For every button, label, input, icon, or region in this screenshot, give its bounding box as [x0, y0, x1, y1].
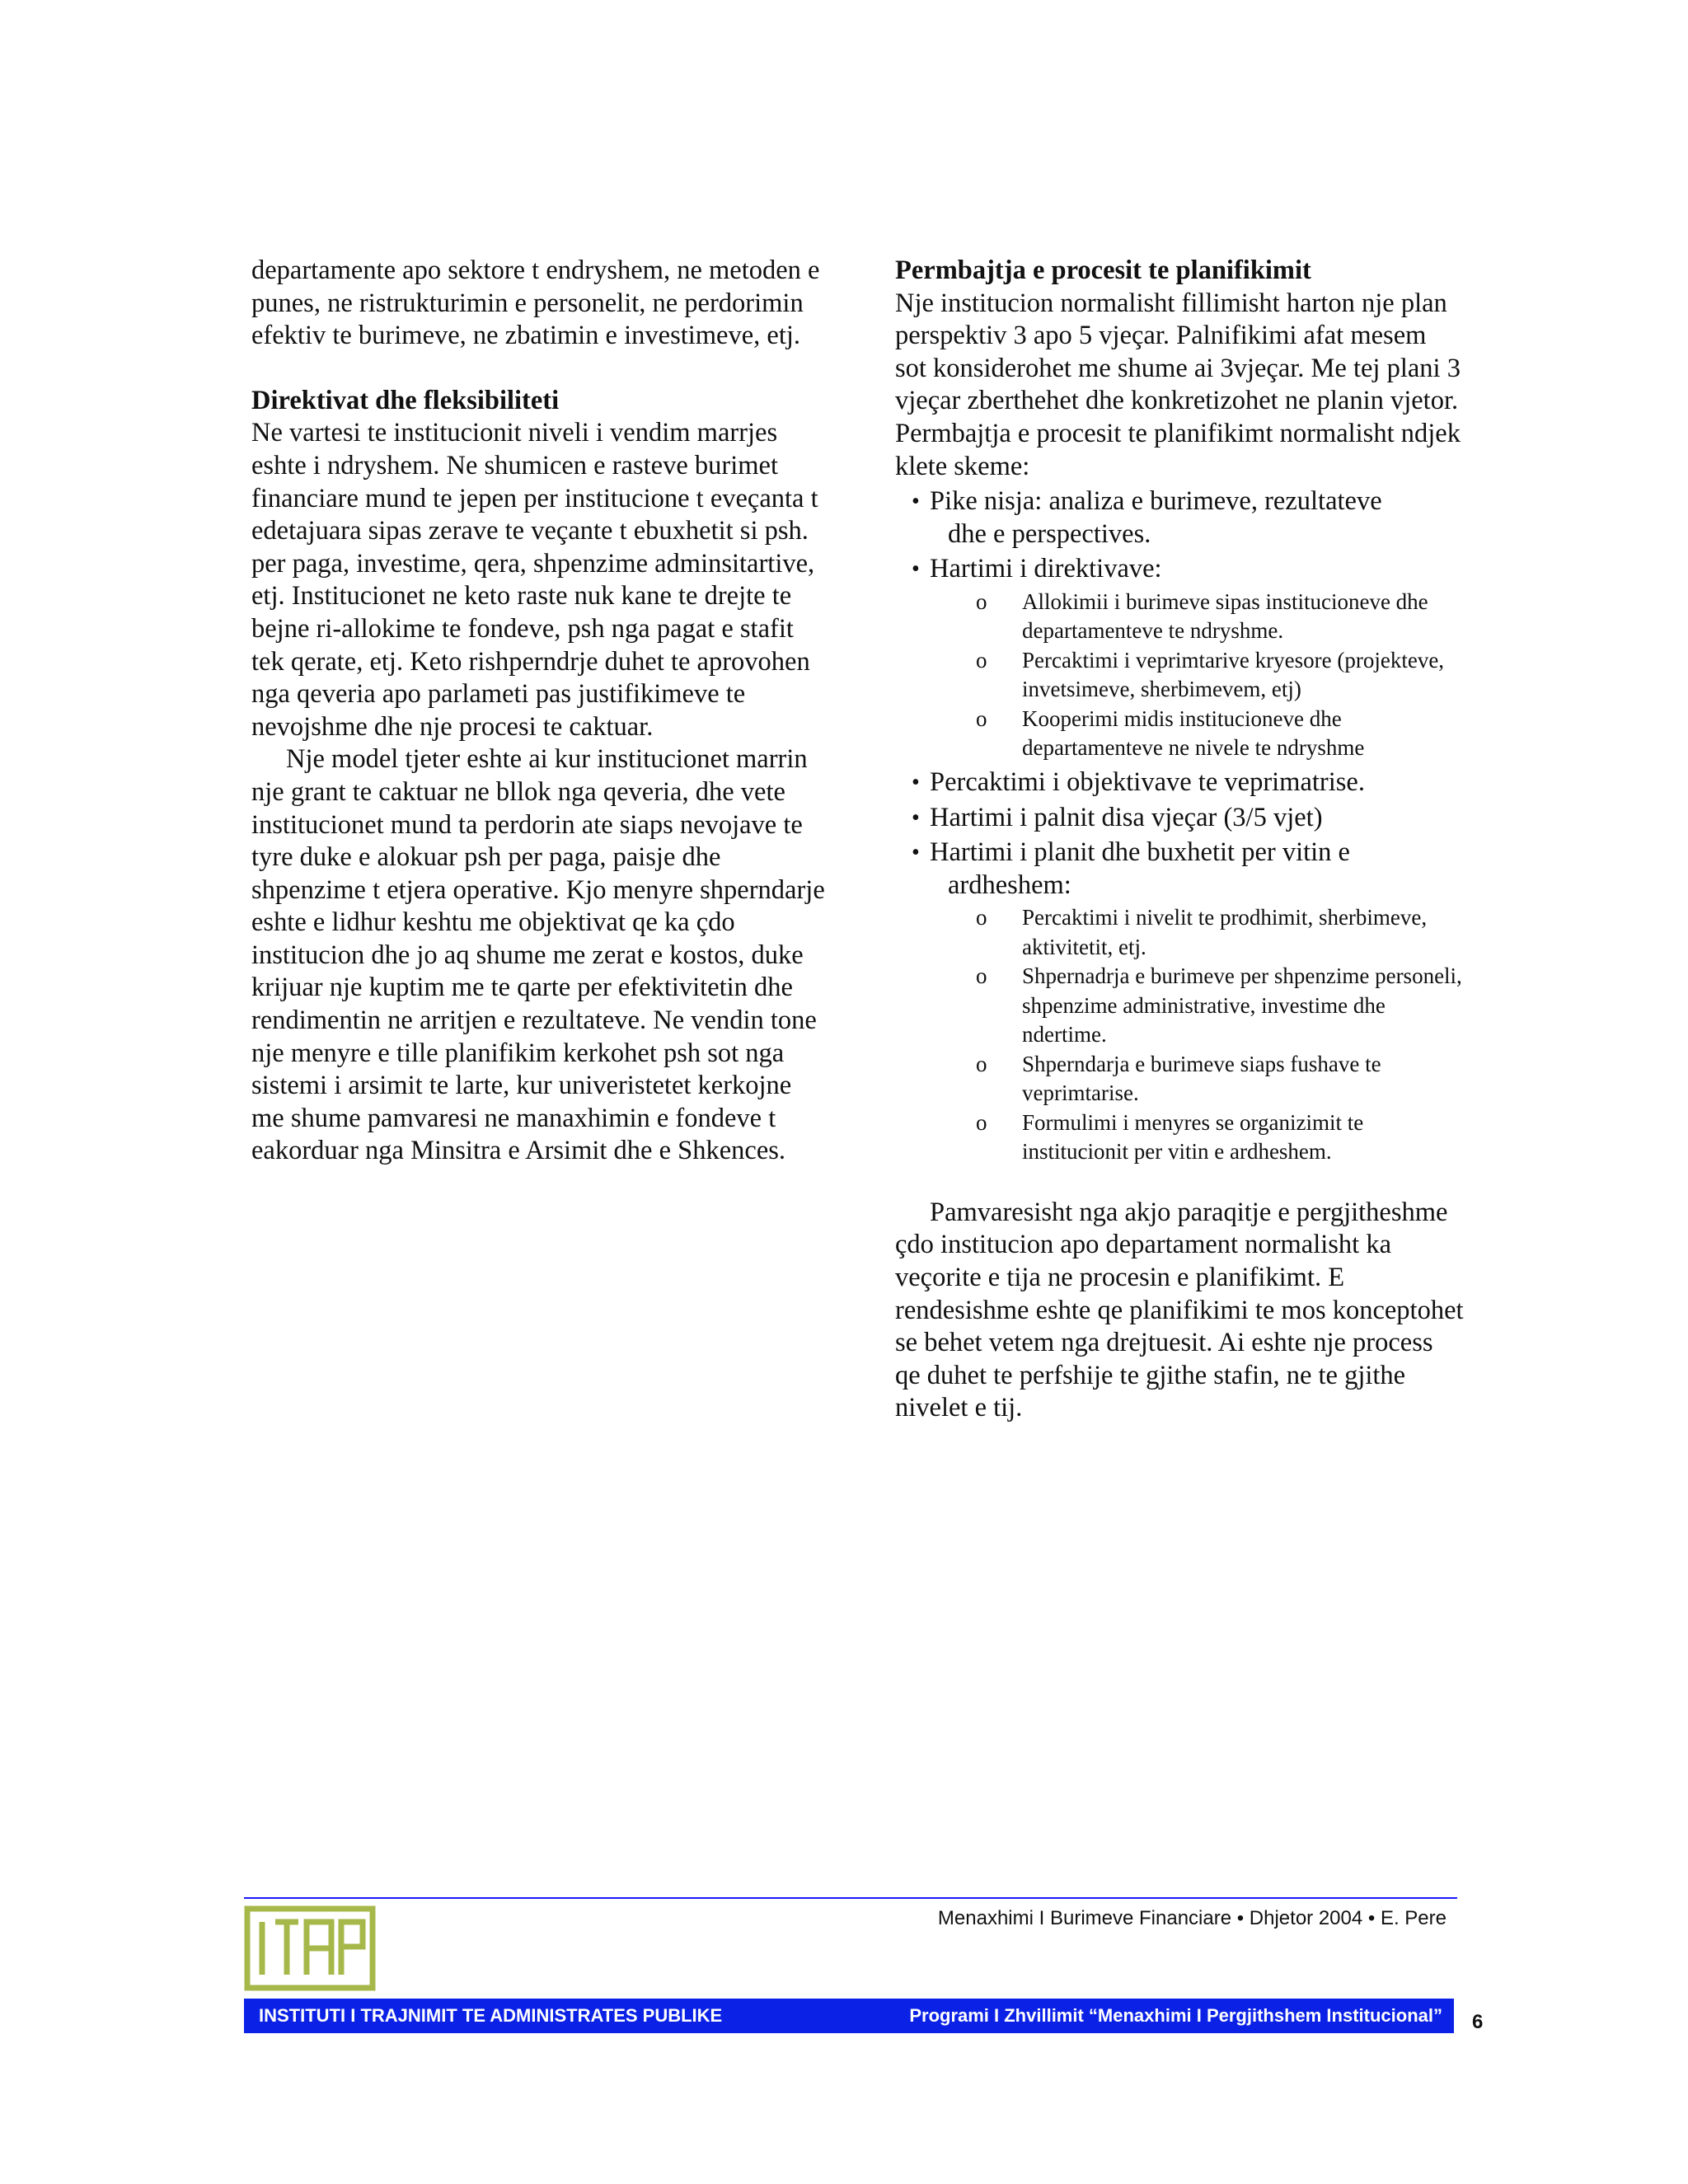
bullet-icon: • — [912, 489, 920, 515]
footer-bar — [244, 1999, 1454, 2033]
footer-divider — [244, 1897, 1457, 1899]
sub-list-item: o Formulimi i menyres se organizimit te institucionit per vitin e ardheshem. — [976, 1109, 1364, 1165]
bullet-icon: • — [912, 840, 920, 866]
list-item — [895, 837, 1464, 1167]
circle-bullet-icon: o — [976, 1109, 987, 1135]
sub-list-item: o Percaktimi i veprimtarive kryesore (projekteve, invetsimeve, sherbimevem, etj) — [976, 647, 1445, 702]
list-item — [895, 802, 1464, 835]
list-item — [895, 485, 1464, 551]
footer-meta: Menaxhimi I Burimeve Financiare • Dhjetor 2004 • E. Pere — [937, 1907, 1447, 1929]
sub-list — [930, 588, 1464, 763]
list-item-text: Percaktimi i objektivave te veprimatrise. — [930, 766, 1365, 797]
list-item-text: Hartimi i palnit disa vjeçar (3/5 vjet) — [930, 802, 1323, 832]
sub-list-item: o Percaktimi i nivelit te prodhimit, sherbimeve, aktivitetit, etj. — [976, 905, 1428, 959]
sub-list-item: o Allokimii i burimeve sipas institucioneve dhe departamenteve te ndryshme. — [976, 588, 1428, 644]
paragraph: Pamvaresisht nga akjo paraqitje e pergjitheshme çdo institucion apo departament normalisht ka veçorite e tija ne procesin e planifikimt. E rendesishme eshte qe planifikimi te mos konceptohet se behet vetem nga drejtuesit. Ai eshte nje process qe duhet te perfshije te gjithe stafin, ne te gjithe nivelet e tij. — [895, 1197, 1464, 1423]
sub-list — [930, 903, 1464, 1167]
list-item — [895, 766, 1464, 799]
circle-bullet-icon: o — [976, 647, 987, 673]
paragraph: Nje model tjeter eshte ai kur institucionet marrin nje grant te caktuar ne bllok nga qeveria, dhe vete institucionet mund ta perdorin ate siaps nevojave te tyre duke e alokuar psh per paga, paisje dhe shpenzime t etjera operative. Kjo menyre shperndаrje eshte e lidhur keshtu me objektivat qe ka çdo institucion dhe jo aq shume me zerat e kostos, duke krijuar nje kuptim me te qarte per efektivitetin dhe rendimentin ne arritjen e rezultateve. Ne vendin tone nje menyre e tille planifikim kerkohet psh sot nga sistemi i arsimit te larte, kur univeristetet kerkojne me shume pamvaresi ne manaxhimin e fondeve t eakorduar nga Minsitra e Arsimit dhe e Shkences. — [251, 744, 825, 1166]
list-item-text: ardheshem: — [948, 869, 1071, 900]
bullet-icon: • — [912, 769, 920, 795]
section-heading: Direktivat dhe fleksibiliteti — [251, 385, 560, 415]
paragraph: Nje institucion normalisht fillimisht harton nje plan perspektiv 3 apo 5 vjeçar. Palnifikimi afat mesem sot konsiderohet me shume ai 3vjeçar. Me tej plani 3 vjeçar zberthehet dhe konkretizohet ne planin vjetor. Permbajtja e procesit te planifikimt normalisht ndjek klete skeme: — [895, 288, 1461, 481]
bullet-icon: • — [912, 556, 920, 583]
right-column — [895, 255, 1464, 1425]
paragraph: departamente apo sektore t endryshem, ne metoden e punes, ne ristrukturimin e personelit, ne perdorimin efektiv te burimeve, ne zbatimin e investimeve, etj. — [251, 255, 820, 351]
sub-list-item: o Kooperimi midis institucioneve dhe departamenteve ne nivele te ndryshme — [976, 705, 1365, 761]
circle-bullet-icon: o — [976, 963, 987, 989]
circle-bullet-icon: o — [976, 1051, 987, 1076]
list-item-text: Hartimi i direktivave: — [930, 554, 1162, 584]
circle-bullet-icon: o — [976, 705, 987, 731]
bullet-list — [895, 485, 1464, 1167]
section-heading: Permbajtja e procesit te planifikimit — [895, 255, 1311, 285]
bullet-icon: • — [912, 804, 920, 831]
sub-list-item: o Shpernadrja e burimeve per shpenzime personeli, shpenzime administrative, investime dhe ndertime. — [976, 963, 1462, 1047]
page-number: 6 — [1472, 2011, 1484, 2033]
list-item-text: Hartimi i planit dhe buxhetit per vitin e — [930, 837, 1350, 868]
circle-bullet-icon: o — [976, 905, 987, 930]
list-item-text: dhe e perspectives. — [948, 518, 1151, 549]
program-name: Programi I Zhvillimit “Menaxhimi I Pergjithshem Institucional” — [909, 2005, 1442, 2026]
left-column — [251, 255, 828, 1168]
itap-logo — [244, 1905, 376, 1991]
institute-name: INSTITUTI I TRAJNIMIT TE ADMINISTRATES PUBLIKE — [259, 2005, 723, 2026]
paragraph: Ne vartesi te institucionit niveli i vendim marrjes eshte i ndryshem. Ne shumicen e rasteve burimet financiare mund te jepen per institucione t eveçanta t edetajuara sipas zerave te veçante t ebuxhetit si psh. per paga, investime, qera, shpenzime adminsitartive, etj. Institucionet ne keto raste nuk kane te drejte te bejne ri-allokime te fondeve, psh nga pagat e stafit tek qerate, etj. Keto rishperndrje duhet te aprovohen nga qeveria apo parlameti pas justifikimeve te nevojshme dhe nje procesi te caktuar. — [251, 418, 818, 742]
list-item-text: Pike nisja: analiza e burimeve, rezultateve — [930, 486, 1382, 517]
sub-list-item: o Shperndarja e burimeve siaps fushave te veprimtarise. — [976, 1051, 1381, 1106]
list-item — [895, 553, 1464, 763]
circle-bullet-icon: o — [976, 588, 987, 614]
